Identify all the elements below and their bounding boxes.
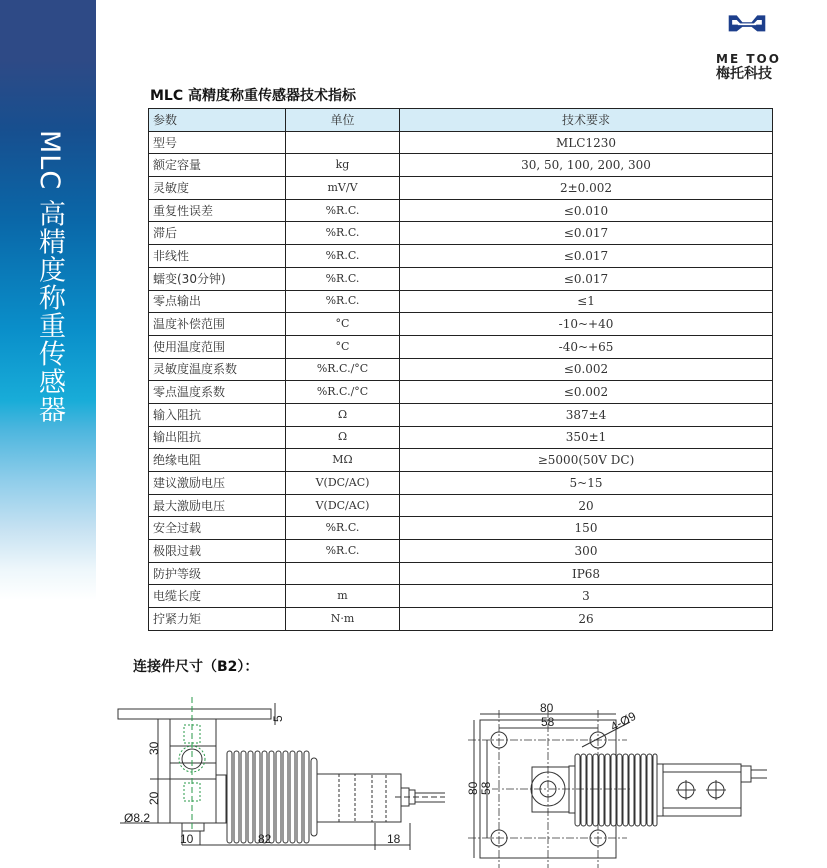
- value-cell: MLC1230: [400, 131, 773, 154]
- dim-upper-height: 30: [147, 741, 161, 755]
- side-view-drawing: [110, 695, 450, 865]
- param-cell: 安全过载: [149, 517, 286, 540]
- column-header: 技术要求: [400, 109, 773, 132]
- table-row: [149, 403, 773, 426]
- unit-cell: %R.C./°C: [286, 381, 400, 404]
- table-row: [149, 608, 773, 631]
- table-row: [149, 517, 773, 540]
- table-row: [149, 562, 773, 585]
- table-row: [149, 199, 773, 222]
- unit-cell: kg: [286, 154, 400, 177]
- param-cell: 建议激励电压: [149, 472, 286, 495]
- logo-text-cn: 梅托科技: [716, 66, 772, 82]
- logo-text-en: ME TOO: [716, 52, 781, 66]
- param-cell: 电缆长度: [149, 585, 286, 608]
- table-row: [149, 381, 773, 404]
- unit-cell: N·m: [286, 608, 400, 631]
- param-cell: 使用温度范围: [149, 335, 286, 358]
- unit-cell: %R.C.: [286, 290, 400, 313]
- unit-cell: V(DC/AC): [286, 472, 400, 495]
- unit-cell: [286, 131, 400, 154]
- value-cell: ≤0.010: [400, 199, 773, 222]
- table-row: [149, 449, 773, 472]
- unit-cell: °C: [286, 313, 400, 336]
- unit-cell: MΩ: [286, 449, 400, 472]
- value-cell: 150: [400, 517, 773, 540]
- table-row: [149, 358, 773, 381]
- param-cell: 零点输出: [149, 290, 286, 313]
- load-cell-side-view-diagram: [110, 695, 450, 865]
- param-cell: 型号: [149, 131, 286, 154]
- column-header: 单位: [286, 109, 400, 132]
- dimensions-title: 连接件尺寸（B2）：: [133, 659, 259, 675]
- metoo-logo-icon: [722, 12, 772, 52]
- top-view-drawing: [462, 692, 782, 868]
- unit-cell: V(DC/AC): [286, 494, 400, 517]
- value-cell: 26: [400, 608, 773, 631]
- value-cell: 350±1: [400, 426, 773, 449]
- unit-cell: m: [286, 585, 400, 608]
- unit-cell: [286, 562, 400, 585]
- param-cell: 拧紧力矩: [149, 608, 286, 631]
- unit-cell: Ω: [286, 426, 400, 449]
- dim-outer-width: 80: [540, 701, 554, 715]
- value-cell: 20: [400, 494, 773, 517]
- dim-plate-thickness: 5: [271, 715, 285, 722]
- table-row: [149, 426, 773, 449]
- unit-cell: %R.C.: [286, 199, 400, 222]
- param-cell: 零点温度系数: [149, 381, 286, 404]
- param-cell: 防护等级: [149, 562, 286, 585]
- value-cell: 300: [400, 540, 773, 563]
- spec-table: [148, 108, 773, 631]
- table-row: [149, 131, 773, 154]
- param-cell: 灵敏度: [149, 177, 286, 200]
- param-cell: 非线性: [149, 245, 286, 268]
- dim-length: 82: [258, 832, 272, 846]
- table-header-row: [149, 109, 773, 132]
- value-cell: 30, 50, 100, 200, 300: [400, 154, 773, 177]
- unit-cell: %R.C.: [286, 517, 400, 540]
- value-cell: -40~+65: [400, 335, 773, 358]
- dim-tail: 18: [387, 832, 401, 846]
- sidebar-banner: [0, 0, 96, 600]
- sidebar-title: MLC 高精度称重传感器: [34, 130, 65, 424]
- spec-table-title: MLC 高精度称重传感器技术指标: [150, 88, 357, 104]
- param-cell: 绝缘电阻: [149, 449, 286, 472]
- table-row: [149, 540, 773, 563]
- unit-cell: °C: [286, 335, 400, 358]
- table-row: [149, 245, 773, 268]
- param-cell: 输出阻抗: [149, 426, 286, 449]
- value-cell: ≤1: [400, 290, 773, 313]
- param-cell: 重复性误差: [149, 199, 286, 222]
- table-row: [149, 335, 773, 358]
- unit-cell: %R.C.: [286, 540, 400, 563]
- param-cell: 输入阻抗: [149, 403, 286, 426]
- table-row: [149, 472, 773, 495]
- value-cell: ≤0.002: [400, 358, 773, 381]
- table-row: [149, 313, 773, 336]
- param-cell: 滞后: [149, 222, 286, 245]
- dim-offset: 10: [180, 832, 194, 846]
- value-cell: ≥5000(50V DC): [400, 449, 773, 472]
- param-cell: 蠕变(30分钟): [149, 267, 286, 290]
- value-cell: 5~15: [400, 472, 773, 495]
- unit-cell: %R.C.: [286, 222, 400, 245]
- param-cell: 最大激励电压: [149, 494, 286, 517]
- table-row: [149, 177, 773, 200]
- value-cell: ≤0.017: [400, 267, 773, 290]
- unit-cell: %R.C.: [286, 267, 400, 290]
- dim-inner-height: 58: [479, 781, 493, 795]
- param-cell: 额定容量: [149, 154, 286, 177]
- value-cell: 2±0.002: [400, 177, 773, 200]
- column-header: 参数: [149, 109, 286, 132]
- dim-lower-height: 20: [147, 791, 161, 805]
- unit-cell: %R.C.: [286, 245, 400, 268]
- value-cell: ≤0.002: [400, 381, 773, 404]
- table-row: [149, 154, 773, 177]
- value-cell: ≤0.017: [400, 245, 773, 268]
- unit-cell: Ω: [286, 403, 400, 426]
- load-cell-top-view-diagram: [462, 692, 782, 868]
- value-cell: 3: [400, 585, 773, 608]
- table-row: [149, 222, 773, 245]
- dim-inner-width: 58: [541, 715, 555, 729]
- table-row: [149, 290, 773, 313]
- param-cell: 极限过载: [149, 540, 286, 563]
- value-cell: IP68: [400, 562, 773, 585]
- table-row: [149, 585, 773, 608]
- dim-outer-height: 80: [466, 781, 480, 795]
- table-row: [149, 494, 773, 517]
- unit-cell: %R.C./°C: [286, 358, 400, 381]
- value-cell: -10~+40: [400, 313, 773, 336]
- dim-holes: 4-Ø9: [608, 708, 639, 734]
- table-row: [149, 267, 773, 290]
- unit-cell: mV/V: [286, 177, 400, 200]
- param-cell: 灵敏度温度系数: [149, 358, 286, 381]
- value-cell: ≤0.017: [400, 222, 773, 245]
- dim-hole-diameter: Ø8.2: [124, 811, 151, 825]
- param-cell: 温度补偿范围: [149, 313, 286, 336]
- value-cell: 387±4: [400, 403, 773, 426]
